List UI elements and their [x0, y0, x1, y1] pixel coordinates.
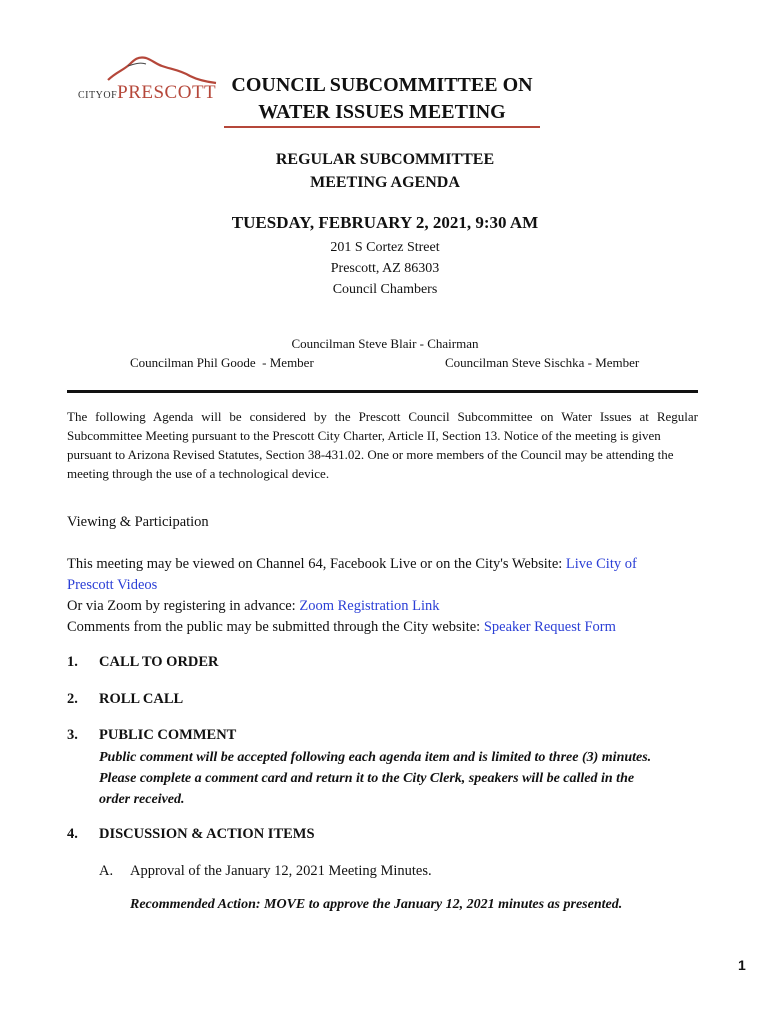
logo-city: CITY [78, 90, 104, 101]
sub-item-letter-a: A. [99, 863, 114, 879]
intro-line3: pursuant to Arizona Revised Statutes, Section 38-431.02. One or more members of the Council may be attending the [67, 447, 674, 462]
viewing-heading: Viewing & Participation [67, 514, 209, 530]
sub-item-minutes-approval: Approval of the January 12, 2021 Meeting Minutes. [130, 863, 432, 879]
viewing-line2 [67, 575, 157, 596]
note-line3: order received. [99, 792, 185, 807]
page-title-line2: WATER ISSUES MEETING [258, 101, 506, 123]
agenda-roll-call: ROLL CALL [99, 691, 184, 707]
comments-text: Comments from the public may be submitted through the City website: [67, 619, 484, 635]
zoom-line [67, 596, 440, 617]
note-line2: Please complete a comment card and return it to the City Clerk, speakers will be called in the [99, 771, 635, 786]
member-goode: Councilman Phil Goode - Member [130, 355, 314, 370]
agenda-subtitle-line2: MEETING AGENDA [310, 174, 460, 191]
agenda-subtitle-line1: REGULAR SUBCOMMITTEE [275, 151, 495, 168]
recommended-action: Recommended Action: MOVE to approve the January 12, 2021 minutes as presented. [130, 897, 623, 912]
agenda-public-comment: PUBLIC COMMENT [99, 727, 237, 743]
agenda-num-3: 3. [67, 727, 78, 743]
title-underline [224, 126, 540, 128]
viewing-line1 [67, 554, 637, 575]
agenda-call-to-order: CALL TO ORDER [99, 654, 219, 670]
section-divider [67, 390, 698, 393]
page-title-line1: COUNCIL SUBCOMMITTEE ON [231, 74, 533, 96]
speaker-request-link[interactable]: Speaker Request Form [483, 619, 616, 635]
intro-line2: Subcommittee Meeting pursuant to the Prescott City Charter, Article II, Section 13. Notice of the meeting is given [67, 428, 661, 443]
live-videos-link[interactable]: Live City of [565, 556, 637, 572]
member-chairman: Councilman Steve Blair - Chairman [291, 336, 479, 351]
logo-wordmark [78, 82, 216, 104]
comments-line [67, 617, 616, 638]
agenda-num-4: 4. [67, 826, 78, 842]
address-city: Prescott, AZ 86303 [330, 261, 440, 276]
logo-of: OF [103, 90, 118, 101]
intro-paragraph [67, 407, 698, 483]
member-sischka: Councilman Steve Sischka - Member [445, 355, 640, 370]
zoom-text: Or via Zoom by registering in advance: [67, 598, 300, 614]
agenda-num-2: 2. [67, 691, 78, 707]
agenda-num-1: 1. [67, 654, 78, 670]
meeting-date: TUESDAY, FEBRUARY 2, 2021, 9:30 AM [231, 213, 539, 232]
address-venue: Council Chambers [332, 282, 438, 297]
intro-line4: meeting through the use of a technological device. [67, 466, 330, 481]
public-comment-note [99, 747, 709, 810]
note-line1: Public comment will be accepted following each agenda item and is limited to three (3) minutes. [99, 750, 652, 765]
agenda-discussion-items: DISCUSSION & ACTION ITEMS [99, 826, 315, 842]
logo-prescott: PRESCOTT [117, 82, 217, 103]
viewing-text: This meeting may be viewed on Channel 64, Facebook Live or on the City's Website: [67, 556, 566, 572]
zoom-registration-link[interactable]: Zoom Registration Link [299, 598, 440, 614]
prescott-videos-link[interactable]: Prescott Videos [67, 577, 158, 593]
page-number: 1 [738, 957, 746, 973]
intro-line1: The following Agenda will be considered by the Prescott Council Subcommittee on Water Issues at Regular [67, 409, 698, 424]
address-street: 201 S Cortez Street [330, 240, 440, 255]
